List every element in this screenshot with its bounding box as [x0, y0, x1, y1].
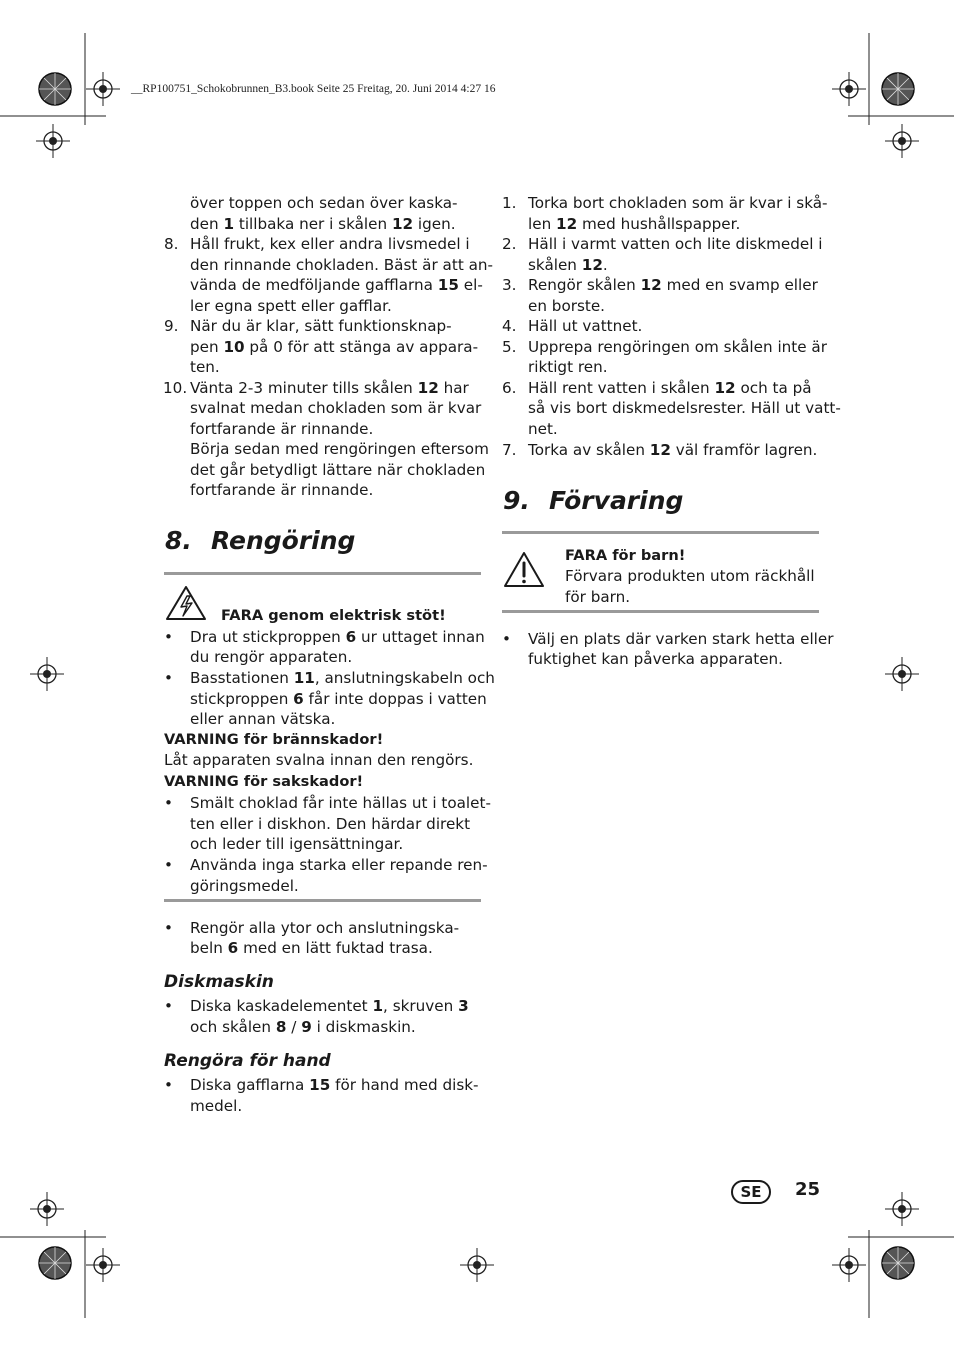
text-line: den rinnande chokladen. Bäst är att an-	[190, 256, 494, 274]
text-line: net.	[528, 420, 558, 438]
section-heading: Rengöring	[211, 526, 356, 555]
crosshair-mark-icon	[86, 1248, 120, 1282]
text-line: för barn.	[565, 588, 631, 606]
text-line: Smält choklad får inte hällas ut i toalet-	[190, 794, 491, 812]
text-line: Torka av skålen 12 väl framför lagren.	[528, 441, 818, 459]
bullet-icon: •	[164, 669, 173, 687]
list-number: 4.	[502, 317, 517, 335]
list-number: 3.	[502, 276, 517, 294]
text-line: du rengör apparaten.	[190, 648, 353, 666]
list-number: 7.	[502, 441, 517, 459]
text-line: Vänta 2-3 minuter tills skålen 12 har	[190, 379, 469, 397]
text-line: len 12 med hushållspapper.	[528, 215, 741, 233]
text-line: Diska gafflarna 15 för hand med disk-	[190, 1076, 479, 1094]
crosshair-mark-icon	[832, 72, 866, 106]
bullet-icon: •	[164, 919, 173, 937]
crosshair-mark-icon	[30, 657, 64, 691]
text-line: pen 10 på 0 för att stänga av appara-	[190, 338, 479, 356]
lightning-warning-icon	[165, 585, 207, 621]
text-line: Använda inga starka eller repande ren-	[190, 856, 488, 874]
crosshair-mark-icon	[36, 124, 70, 158]
text-line: Häll i varmt vatten och lite diskmedel i	[528, 235, 823, 253]
text-line: vända de medföljande gafflarna 15 el-	[190, 276, 483, 294]
registration-rosette-icon	[880, 1245, 916, 1281]
bullet-icon: •	[164, 856, 173, 874]
text-line: Rengör alla ytor och anslutningska-	[190, 919, 460, 937]
text-line: eller annan vätska.	[190, 710, 336, 728]
text-line: Låt apparaten svalna innan den rengörs.	[164, 751, 474, 769]
text-line: den 1 tillbaka ner i skålen 12 igen.	[190, 215, 456, 233]
section-title	[503, 486, 683, 515]
text-line: Förvara produkten utom räckhåll	[565, 567, 815, 585]
text-line: fortfarande är rinnande.	[190, 420, 374, 438]
text-line: medel.	[190, 1097, 243, 1115]
section-heading: Förvaring	[549, 486, 684, 515]
warning-triangle-icon	[503, 551, 545, 589]
text-line: Rengör skålen 12 med en svamp eller	[528, 276, 818, 294]
list-number: 10.	[163, 379, 188, 397]
text-line: Välj en plats där varken stark hetta eller	[528, 630, 834, 648]
text-line: Torka bort chokladen som är kvar i skå-	[528, 194, 828, 212]
language-badge: SE	[731, 1180, 771, 1204]
section-number: 9.	[503, 486, 530, 515]
warning-title: VARNING för brännskador!	[164, 731, 384, 748]
section-title	[165, 526, 355, 555]
bullet-icon: •	[164, 628, 173, 646]
warning-title: VARNING för sakskador!	[164, 773, 364, 790]
crosshair-mark-icon	[30, 1192, 64, 1226]
list-number: 2.	[502, 235, 517, 253]
list-number: 1.	[502, 194, 517, 212]
text-line: Häll rent vatten i skålen 12 och ta på	[528, 379, 812, 397]
text-line: ten.	[190, 358, 220, 376]
text-line: beln 6 med en lätt fuktad trasa.	[190, 939, 433, 957]
text-line: riktigt ren.	[528, 358, 608, 376]
text-line: Börja sedan med rengöringen eftersom	[190, 440, 489, 458]
text-line: Diska kaskadelementet 1, skruven 3	[190, 997, 469, 1015]
crosshair-mark-icon	[885, 1192, 919, 1226]
text-line: skålen 12.	[528, 256, 608, 274]
registration-rosette-icon	[880, 71, 916, 107]
text-line: Basstationen 11, anslutningskabeln och	[190, 669, 495, 687]
text-line: det går betydligt lättare när chokladen	[190, 461, 486, 479]
page-number: 25	[795, 1179, 821, 1200]
crosshair-mark-icon	[86, 72, 120, 106]
text-line: och skålen 8 / 9 i diskmaskin.	[190, 1018, 416, 1036]
text-line: Häll ut vattnet.	[528, 317, 643, 335]
list-number: 8.	[164, 235, 179, 253]
crosshair-mark-icon	[460, 1248, 494, 1282]
bullet-icon: •	[164, 1076, 173, 1094]
section-number: 8.	[165, 526, 192, 555]
text-line: svalnat medan chokladen som är kvar	[190, 399, 482, 417]
crosshair-mark-icon	[885, 124, 919, 158]
list-number: 5.	[502, 338, 517, 356]
text-line: stickproppen 6 får inte doppas i vatten	[190, 690, 487, 708]
subheading: Rengöra för hand	[164, 1051, 331, 1071]
text-line: ler egna spett eller gafflar.	[190, 297, 392, 315]
divider	[502, 610, 819, 613]
text-line: och leder till igensättningar.	[190, 835, 404, 853]
text-line: fuktighet kan påverka apparaten.	[528, 650, 784, 668]
text-line: en borste.	[528, 297, 606, 315]
crosshair-mark-icon	[885, 657, 919, 691]
text-line: över toppen och sedan över kaska-	[190, 194, 458, 212]
list-number: 6.	[502, 379, 517, 397]
danger-title: FARA för barn!	[565, 547, 686, 564]
danger-title: FARA genom elektrisk stöt!	[221, 607, 446, 624]
divider	[164, 572, 481, 575]
text-line: ten eller i diskhon. Den härdar direkt	[190, 815, 471, 833]
text-line: Dra ut stickproppen 6 ur uttaget innan	[190, 628, 485, 646]
text-line: Upprepa rengöringen om skålen inte är	[528, 338, 827, 356]
divider	[502, 531, 819, 534]
list-number: 9.	[164, 317, 179, 335]
crosshair-mark-icon	[832, 1248, 866, 1282]
registration-rosette-icon	[37, 1245, 73, 1281]
subheading: Diskmaskin	[164, 972, 274, 992]
text-line: så vis bort diskmedelsrester. Häll ut vatt-	[528, 399, 841, 417]
text-line: Håll frukt, kex eller andra livsmedel i	[190, 235, 470, 253]
divider	[164, 899, 481, 902]
text-line: göringsmedel.	[190, 877, 299, 895]
bullet-icon: •	[164, 794, 173, 812]
text-line: fortfarande är rinnande.	[190, 481, 374, 499]
registration-rosette-icon	[37, 71, 73, 107]
print-header: __RP100751_Schokobrunnen_B3.book Seite 25 Freitag, 20. Juni 2014 4:27 16	[131, 83, 496, 95]
text-line: När du är klar, sätt funktionsknap-	[190, 317, 452, 335]
bullet-icon: •	[502, 630, 511, 648]
bullet-icon: •	[164, 997, 173, 1015]
